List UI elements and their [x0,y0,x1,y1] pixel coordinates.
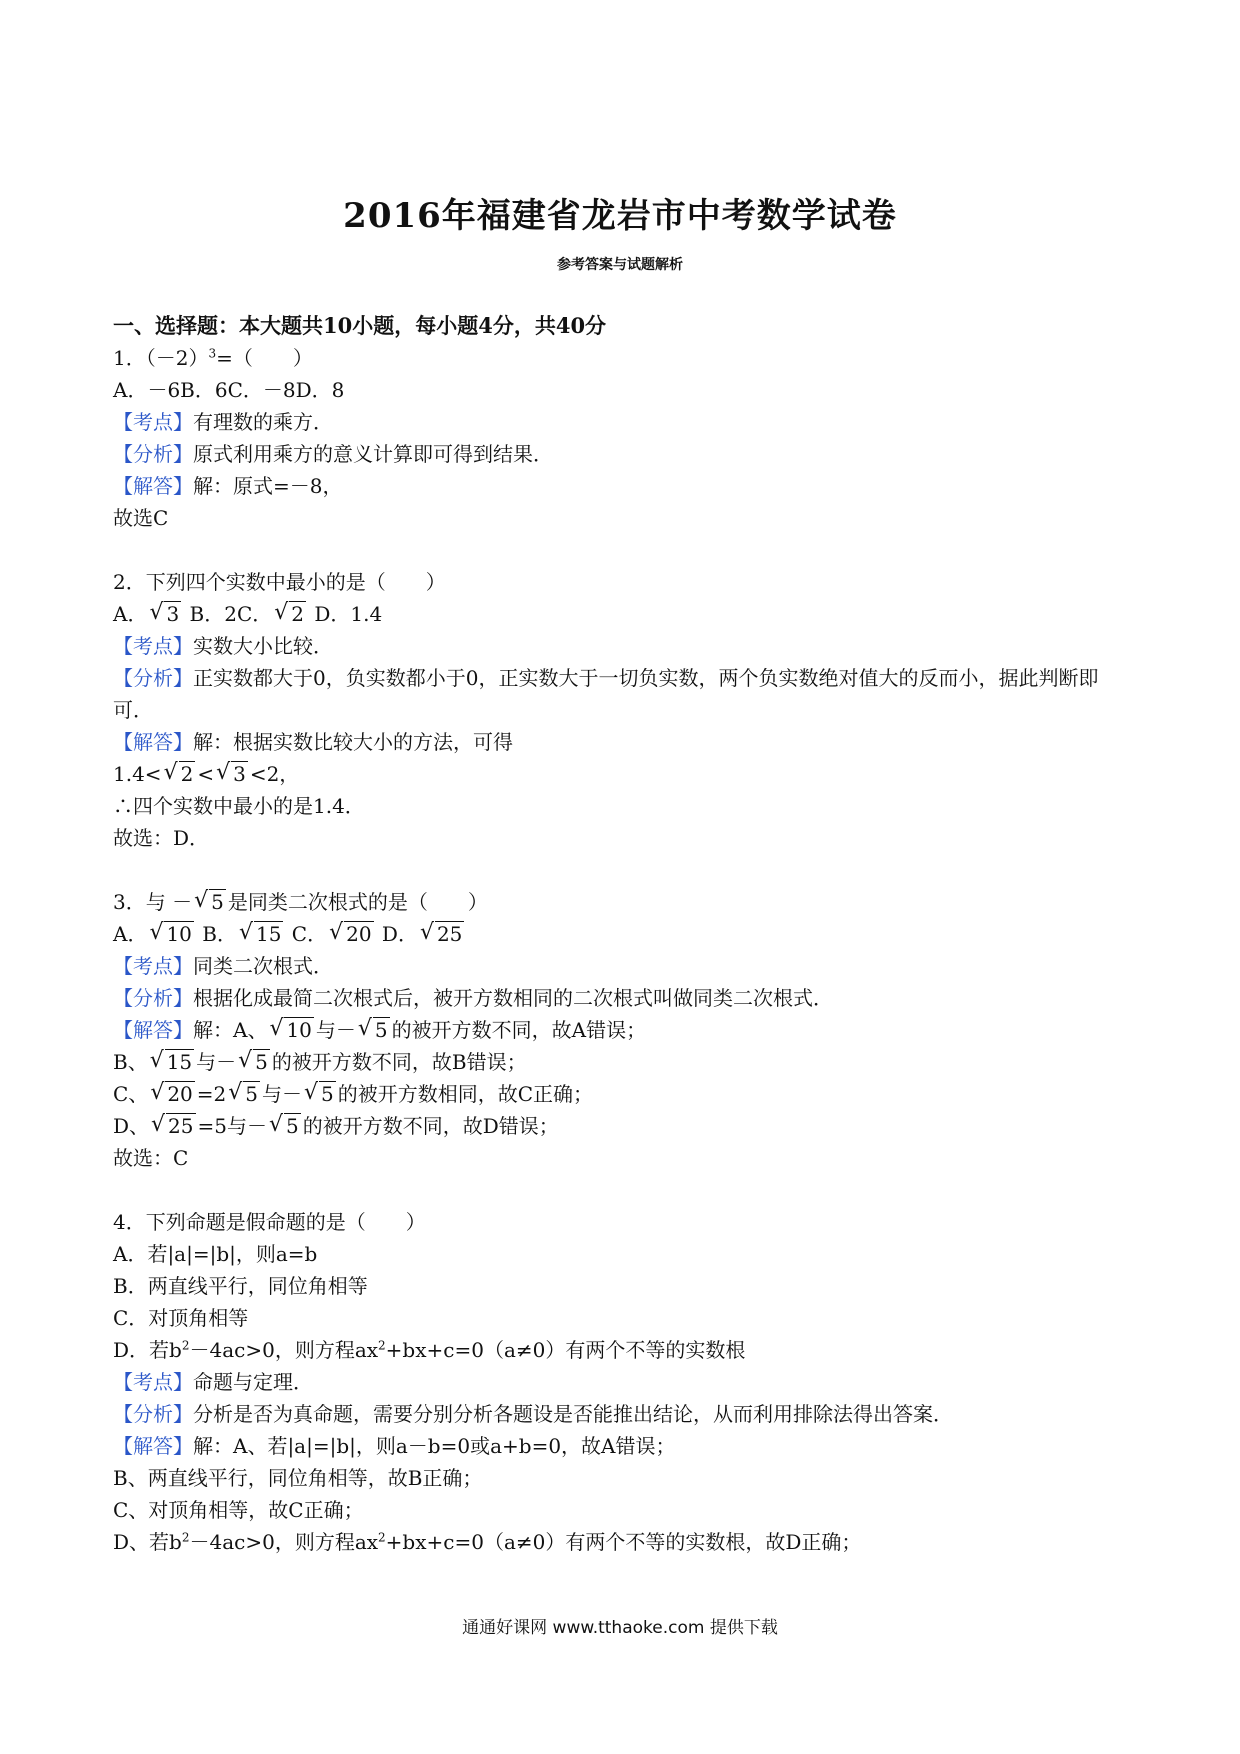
q1-fenxi: 【分析】原式利用乘方的意义计算即可得到结果． [113,442,553,466]
fenxi-tag: 【分析】 [113,986,193,1010]
q4-option-d: D．若$b^2-4ac>0$，则方程$ax^2+bx+c=0(a\ne 0)$有两个不等的实数根 [113,1338,746,1362]
q3-fenxi: 【分析】根据化成最简二次根式后，被开方数相同的二次根式叫做同类二次根式． [113,986,833,1010]
q3-kaodian: 【考点】同类二次根式． [113,954,333,978]
sqrt-symbol: √ 5 [238,1046,270,1078]
fenxi-tag: 【分析】 [113,1402,193,1426]
fenxi-tag: 【分析】 [113,442,193,466]
q1-options: A．－6B．6C．－8D．8 [113,378,345,402]
q2-options: A．√ 3 B．2C．√ 2 D．1.4 [113,598,1133,630]
jieda-tag: 【解答】 [113,730,193,754]
document-body [113,310,1133,1558]
q2-answer: 故选：D． [113,826,210,850]
sqrt-symbol: √ 10 [149,918,193,950]
sqrt-symbol: √ 5 [194,886,226,918]
page-title: 2016年福建省龙岩市中考数学试卷 [343,196,897,236]
q4-jieda: 【解答】解：A、若|a|=|b|，则a－b=0或a+b=0，故A错误； [113,1434,676,1458]
sqrt-symbol: √ 5 [304,1078,336,1110]
q2-stem: 2．下列四个实数中最小的是（ ） [113,570,446,594]
page-footer: 通通好课网 www.tthaoke.com 提供下载 [462,1618,778,1638]
q3-line-b: B、√ 15 与－√ 5 的被开方数不同，故B错误； [113,1046,1133,1078]
fenxi-tag: 【分析】 [113,666,193,690]
kaodian-tag: 【考点】 [113,634,193,658]
q3-line-c: C、√ 20 =2√ 5 与－√ 5 的被开方数相同，故C正确； [113,1078,1133,1110]
jieda-tag: 【解答】 [113,1018,193,1042]
sqrt-symbol: √ 3 [216,758,248,790]
kaodian-tag: 【考点】 [113,410,193,434]
q4-line-b: B、两直线平行，同位角相等，故B正确； [113,1466,483,1490]
q4-line-d: D、若$b^2-4ac>0$，则方程$ax^2+bx+c=0(a\ne 0)$有两个不等的实数根，故D正确； [113,1530,862,1554]
sqrt-symbol: √ 5 [358,1014,390,1046]
jieda-tag: 【解答】 [113,474,193,498]
q4-stem: 4．下列命题是假命题的是（ ） [113,1210,426,1234]
sqrt-symbol: √ 2 [274,598,306,630]
sqrt-symbol: √ 15 [150,1046,194,1078]
q1-answer: 故选C [113,506,169,530]
sqrt-symbol: √ 25 [151,1110,195,1142]
kaodian-tag: 【考点】 [113,1370,193,1394]
q2-comparison: 1.4<√ 2 <√ 3 <2， [113,758,1133,790]
sqrt-symbol: √ 15 [239,918,283,950]
sqrt-symbol: √ 3 [149,598,181,630]
q4-line-c: C、对顶角相等，故C正确； [113,1498,364,1522]
page-subtitle: 参考答案与试题解析 [557,257,683,273]
q1-jieda: 【解答】解：原式=－8， [113,474,343,498]
sqrt-symbol: √ 2 [164,758,196,790]
q1-stem: 1．$(-2)^3=$（ ） [113,346,313,370]
sqrt-symbol: √ 5 [228,1078,260,1110]
section-heading: 一、选择题：本大题共10小题，每小题4分，共40分 [113,313,607,338]
q3-line-d: D、√ 25 =5与－√ 5 的被开方数不同，故D错误； [113,1110,1133,1142]
sqrt-symbol: √ 10 [269,1014,313,1046]
sqrt-symbol: √ 20 [150,1078,194,1110]
q3-options: A．√ 10 B．√ 15 C．√ 20 D．√ 25 [113,918,1133,950]
q2-conclusion: ∴四个实数中最小的是1.4． [113,794,365,818]
sqrt-symbol: √ 20 [329,918,373,950]
q4-kaodian: 【考点】命题与定理． [113,1370,313,1394]
kaodian-tag: 【考点】 [113,954,193,978]
q4-option-c: C．对顶角相等 [113,1306,249,1330]
q4-option-a: A．若|a|=|b|，则a=b [113,1242,318,1266]
q3-answer: 故选：C [113,1146,189,1170]
q2-kaodian: 【考点】实数大小比较． [113,634,333,658]
q1-kaodian: 【考点】有理数的乘方． [113,410,333,434]
jieda-tag: 【解答】 [113,1434,193,1458]
q4-fenxi: 【分析】分析是否为真命题，需要分别分析各题设是否能推出结论，从而利用排除法得出答案． [113,1402,953,1426]
q3-stem: 3．与 －√ 5 是同类二次根式的是（ ） [113,886,1133,918]
sqrt-symbol: √ 5 [269,1110,301,1142]
sqrt-symbol: √ 25 [420,918,464,950]
q2-jieda: 【解答】解：根据实数比较大小的方法，可得 [113,730,513,754]
q2-fenxi: 【分析】正实数都大于0，负实数都小于0，正实数大于一切负实数，两个负实数绝对值大的反而小，据此判断即可． [113,666,1099,722]
q4-option-b: B．两直线平行，同位角相等 [113,1274,368,1298]
q3-jieda: 【解答】解：A、√ 10 与－√ 5 的被开方数不同，故A错误； [113,1014,1133,1046]
